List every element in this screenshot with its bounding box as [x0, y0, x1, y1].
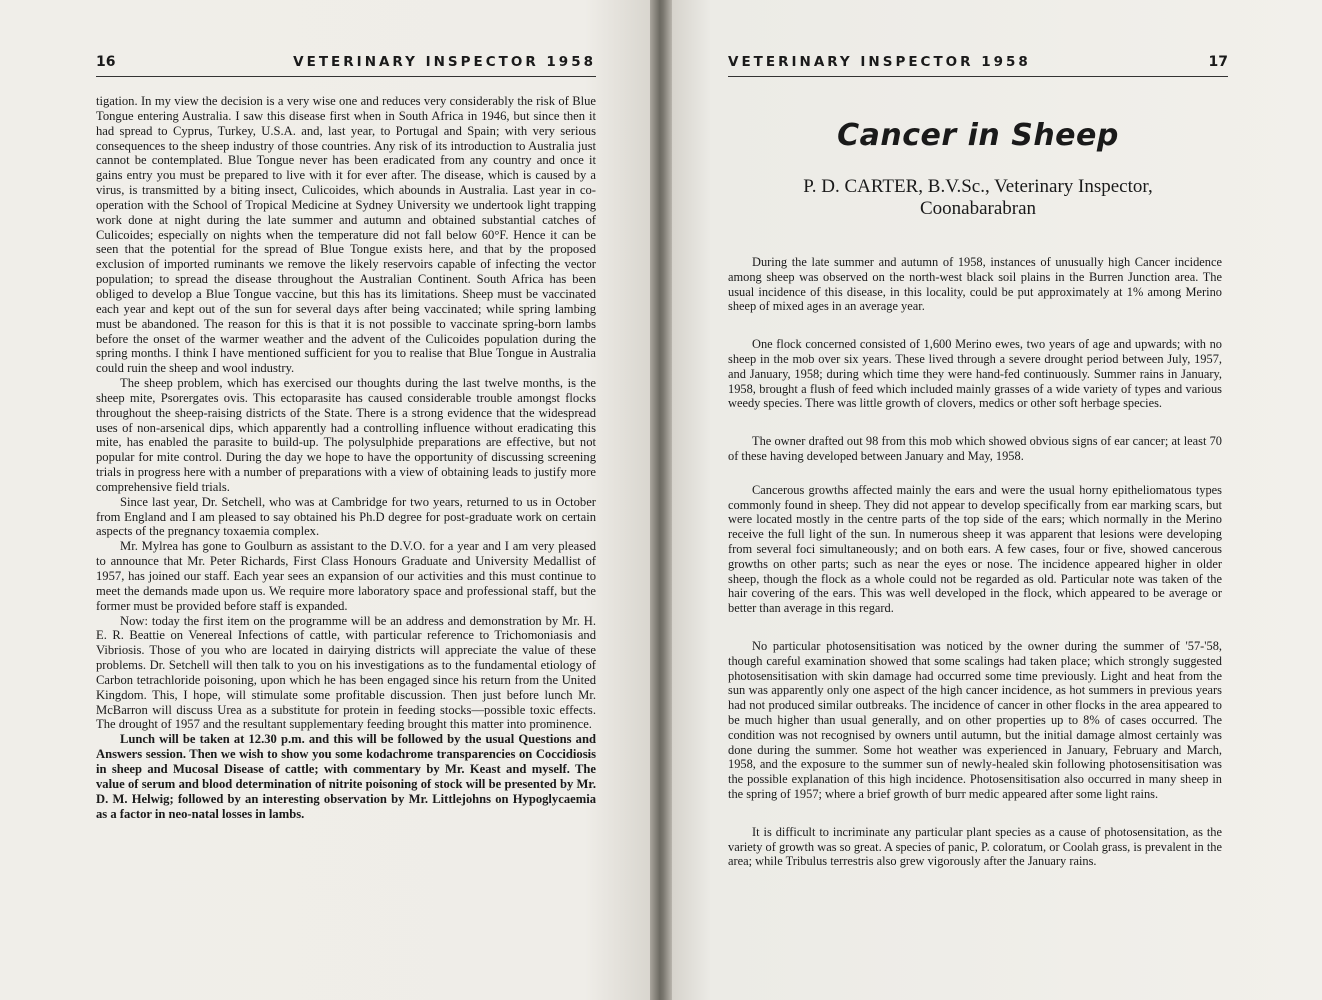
- right-paragraph: Cancerous growths affected mainly the ears and were the usual horny epitheliomatous types commonly found in sheep. They did not appear to develop specifically from ear marking scars, but were located mostly in the centre parts of the top side of the ears; which normally in the Merino receive the full light of the sun. In numerous sheep it was apparent that lesions were developing from several foci simultaneously; and on both ears. A few cases, four or five, showed cancerous growths on other parts; such as near the eyes or nose. The incidence appeared higher in older sheep, though the flock as a whole could not be regarded as old. Particular note was taken of the hair covering of the ears. This was well developed in the flock, which appeared to be average or better than average in this regard.: [728, 482, 1222, 616]
- left-paragraph: tigation. In my view the decision is a very wise one and reduces very considerably the risk of Blue Tongue entering Australia. I saw this disease first when in South Africa in 1946, but since then it had spread to Cyprus, Turkey, U.S.A. and, last year, to Portugal and Spain; with very serious consequences to the sheep industry of those countries. Any risk of its introduction to Australia just cannot be contemplated. Blue Tongue never has been eradicated from any country and once it gains entry you must be prepared to live with it for ever after. The disease, which is caused by a virus, is transmitted by a biting insect, Culicoides, which abounds in Australia. Last year in co-operation with the School of Tropical Medicine at Sydney University we undertook light trapping work done at night during the late summer and autumn and obtained substantial catches of Culicoides; especially on nights when the temperature did not fall below 60°F. Hence it can be seen that the potential for the spread of Blue Tongue exists here, and that by the proposed exclusion of imported ruminants we remove the likely reservoirs capable of infecting the vector population; to spread the disease throughout the Australian Continent. South Africa has been obliged to develop a Blue Tongue vaccine, but this has its limitations. Sheep must be vaccinated each year and kept out of the sun for several days after being vaccinated; while spring lambing must be abandoned. The reason for this is that it is not possible to vaccinate spring-born lambs before the onset of the warmer weather and the advent of the Culicoides population during the spring months. I think I have mentioned sufficient for you to realise that Blue Tongue in Australia could ruin the sheep and wool industry.: [96, 94, 596, 376]
- right-paragraph: No particular photosensitisation was noticed by the owner during the summer of '57-'58, though careful examination showed that some scalings had taken place; which strongly suggested photosensitisation with skin damage had occurred some time previously. Light and heat from the sun was apparently only one aspect of the high cancer incidence, as hot summers in previous years had not produced similar outbreaks. The incidence of cancer in other flocks in the area appeared to be much higher than usual generally, and on other properties up to 8% of cases occurred. The condition was not recognised by owners until autumn, but the initial damage almost certainly was done during the summer. Some hot weather was experienced in January, February and March, 1958, and the exposure to the summer sun of newly-healed skin following photosensitisation was the possible explanation of this high incidence. Photosensitisation also occurred in many sheep in the spring of 1957; where a brief growth of burr medic appeared after some light rains.: [728, 638, 1222, 801]
- right-running-title: VETERINARY INSPECTOR 1958: [728, 54, 1031, 70]
- left-paragraph: Since last year, Dr. Setchell, who was at Cambridge for two years, returned to us in October from England and I am pleased to say obtained his Ph.D degree for post-graduate work on certain aspects of the pregnancy toxaemia complex.: [96, 494, 596, 539]
- left-paragraph: Mr. Mylrea has gone to Goulburn as assistant to the D.V.O. for a year and I am very pleased to announce that Mr. Peter Richards, First Class Honours Graduate and University Medallist of 1957, has joined our staff. Each year sees an expansion of our activities and this must continue to meet the demands made upon us. We require more laboratory space and professional staff, but the former must be provided before staff is expanded.: [96, 539, 596, 613]
- left-header-rule: [96, 76, 596, 77]
- right-text-column: [728, 255, 1222, 892]
- article-byline: [728, 176, 1228, 220]
- right-paragraph: The owner drafted out 98 from this mob which showed obvious signs of ear cancer; at least 70 of these having developed between January and May, 1958.: [728, 434, 1222, 463]
- article-title: Cancer in Sheep: [837, 118, 1119, 153]
- left-paragraph: The sheep problem, which has exercised our thoughts during the last twelve months, is the sheep mite, Psorergates ovis. This ectoparasite has caused considerable trouble amongst flocks throughout the sheep-raising districts of the State. There is a strong evidence that the widespread uses of non-arsenical dips, which apparently had a controlling influence without eradicating this mite, has enabled the parasite to build-up. The polysulphide preparations are effective, but not popular for mite control. During the day we hope to have the opportunity of discussing screening trials in progress here with a number of preparations with a view of obtaining leads to justify more comprehensive field trials.: [96, 376, 596, 494]
- left-text-column: [96, 94, 596, 821]
- right-page: [672, 0, 1322, 1000]
- book-gutter: [650, 0, 672, 1000]
- left-paragraph: Now: today the first item on the programme will be an address and demonstration by Mr. H. E. R. Beattie on Venereal Infections of cattle, with particular reference to Trichomoniasis and Vibriosis. Those of you who are located in dairying districts will appreciate the value of these problems. Dr. Setchell will then talk to you on his investigations as to the fundamental etiology of Carbon tetrachloride poisoning, upon which he has been engaged since his return from the United Kingdom. This, I hope, will stimulate some profitable discussion. Then just before lunch Mr. McBarron will discuss Urea as a substitute for protein in feeding stocks—possible toxic effects. The drought of 1957 and the resultant supplementary feeding brought this matter into prominence.: [96, 613, 596, 732]
- right-paragraph: During the late summer and autumn of 1958, instances of unusually high Cancer incidence among sheep was observed on the north-west black soil plains in the Burren Junction area. The usual incidence of this disease, in this locality, could be put approximately at 1% among Merino sheep of mixed ages in an average year.: [728, 255, 1222, 314]
- left-running-head: [96, 54, 596, 72]
- byline-location: Coonabarabran: [919, 198, 1037, 219]
- right-header-rule: [728, 76, 1228, 77]
- left-running-title: VETERINARY INSPECTOR 1958: [293, 54, 596, 70]
- right-page-number: 17: [1208, 54, 1228, 70]
- right-paragraph: One flock concerned consisted of 1,600 Merino ewes, two years of age and upwards; with no sheep in the mob over six years. These lived through a severe drought period between July, 1957, and January, 1958; during which time they were hand-fed continuously. Summer rains in January, 1958, brought a flush of feed which included mainly grasses of a wide variety of types and various weedy species. There was little growth of clovers, medics or other soft herbage species.: [728, 337, 1222, 411]
- left-page: [0, 0, 650, 1000]
- left-page-number: 16: [96, 54, 116, 70]
- right-running-head: [728, 54, 1228, 72]
- right-paragraph: It is difficult to incriminate any particular plant species as a cause of photosensitation, as the variety of growth was so great. A species of panic, P. coloratum, or Coolah grass, is prevalent in the area; while Tribulus terrestris also grew vigorously after the January rains.: [728, 824, 1222, 869]
- left-paragraph: Lunch will be taken at 12.30 p.m. and this will be followed by the usual Questions and Answers session. Then we wish to show you some kodachrome transparencies on Coccidiosis in sheep and Mucosal Disease of cattle; with commentary by Mr. Keast and myself. The value of serum and blood determination of nitrite poisoning of stock will be presented by Mr. D. M. Helwig; followed by an interesting observation by Mr. Littlejohns on Hypoglycaemia as a factor in neo-natal losses in lambs.: [96, 732, 596, 821]
- byline-author: P. D. CARTER, B.V.Sc., Veterinary Inspector,: [803, 176, 1153, 197]
